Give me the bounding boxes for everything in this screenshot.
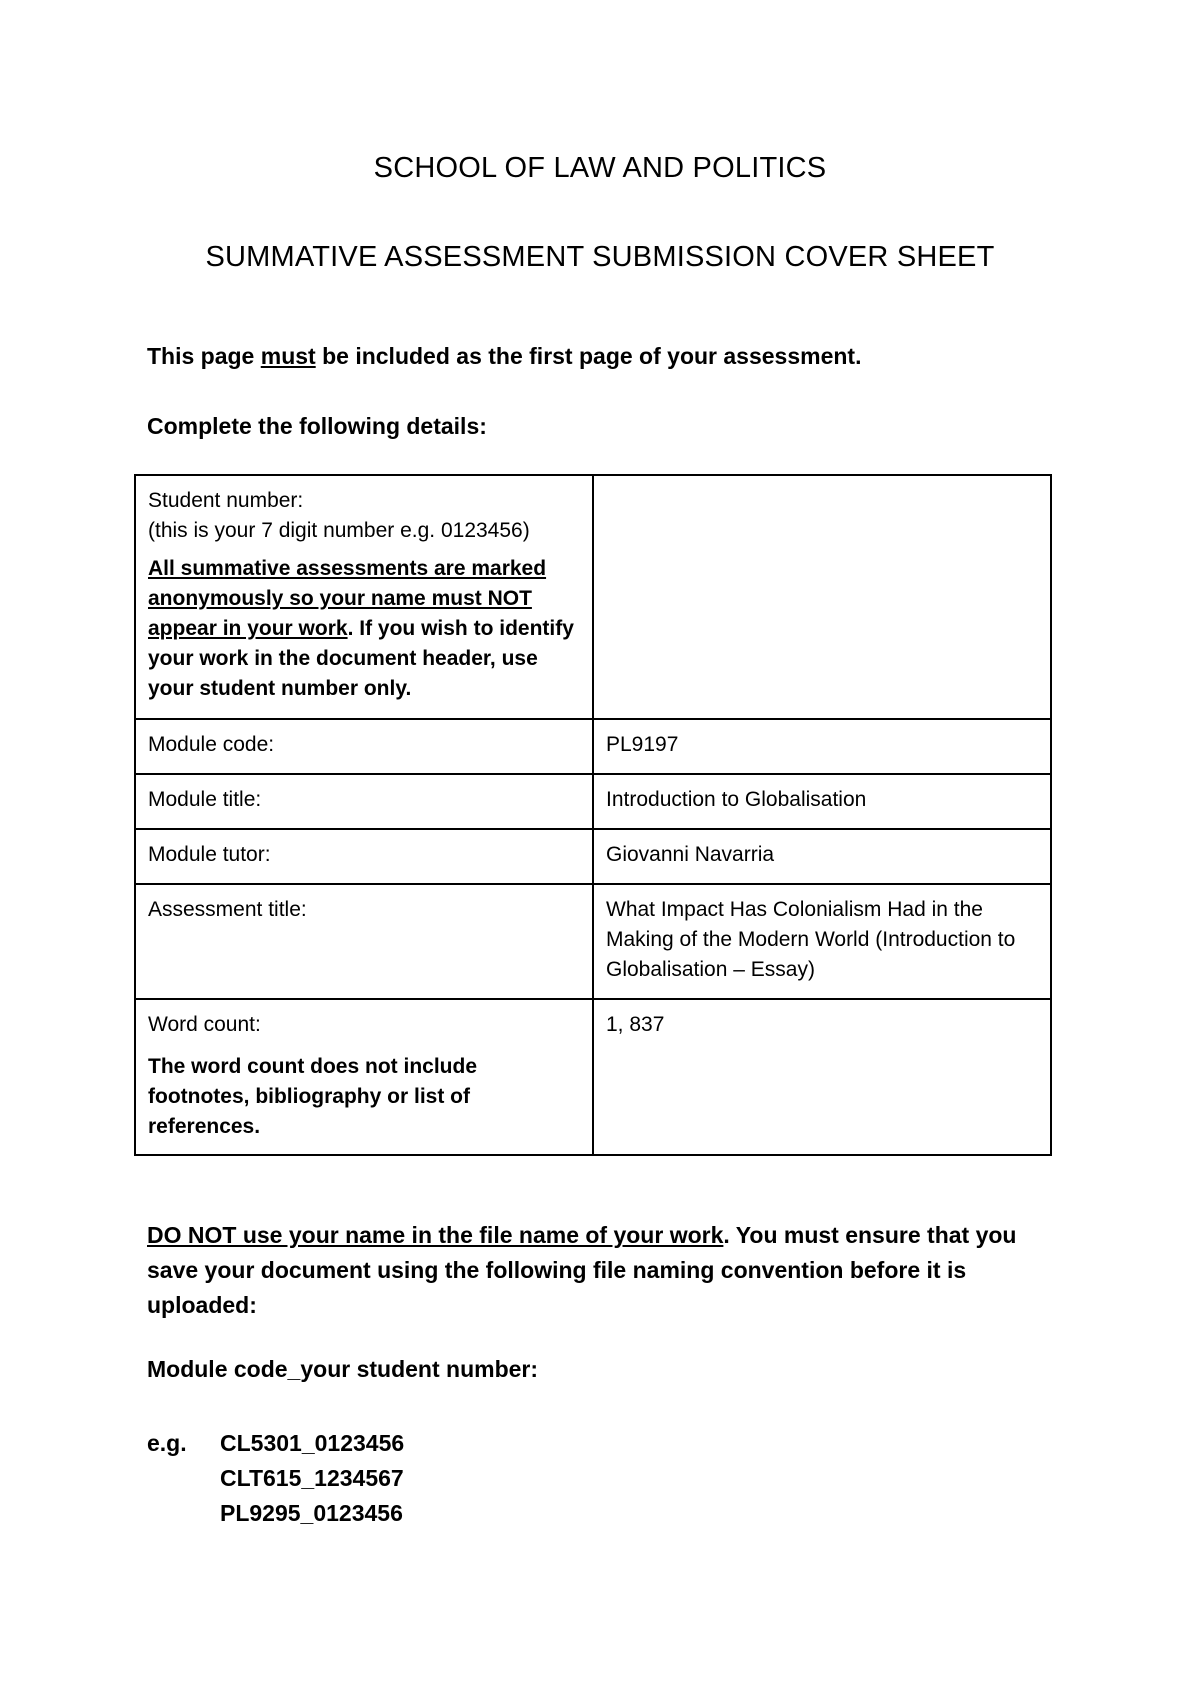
instruction-text-before: This page [147,343,261,369]
instruction-text-after: be included as the first page of your assessment. [315,343,862,369]
table-row-student-number [135,475,1051,719]
student-number-label-cell [135,475,593,719]
word-count-label: Word count: [148,1013,261,1036]
anonymity-warning-rest: . If you wish to identify your work in the document header, use your student number only. [148,617,574,700]
details-table [134,474,1052,1156]
word-count-note: The word count does not include footnotes, bibliography or list of references. [148,1055,477,1138]
file-name-warning [147,1218,1067,1323]
naming-convention: Module code_your student number: [147,1356,539,1382]
module-title-value[interactable]: Introduction to Globalisation [593,774,1051,829]
table-row-assessment-title [135,884,1051,999]
student-number-value-cell[interactable] [593,475,1051,719]
module-tutor-label: Module tutor: [135,829,593,884]
table-row-module-tutor [135,829,1051,884]
anonymity-warning-underlined: All summative assessments are marked anonymously so your name must NOT appear in your work [148,557,547,640]
table-row-module-code [135,719,1051,774]
word-count-label-cell [135,999,593,1155]
module-title-label: Module title: [135,774,593,829]
module-code-value[interactable]: PL9197 [593,719,1051,774]
table-row-module-title [135,774,1051,829]
assessment-title-value[interactable]: What Impact Has Colonialism Had in the Making of the Modern World (Introduction to Globalisation – Essay) [593,884,1051,999]
example-file-name: CL5301_0123456 [220,1430,405,1456]
instruction-emphasis: must [260,343,316,369]
examples-list [220,1426,404,1531]
module-code-label: Module code: [135,719,593,774]
school-heading: SCHOOL OF LAW AND POLITICS [373,152,827,184]
word-count-value[interactable]: 1, 837 [593,999,1051,1155]
cover-sheet-title: SUMMATIVE ASSESSMENT SUBMISSION COVER SHEET [205,241,995,273]
file-name-warning-underlined: DO NOT use your name in the file name of your work [147,1222,724,1248]
student-number-label: Student number: [148,489,304,512]
file-name-warning-rest: . You must ensure that you save your document using the following file naming convention before it is uploaded: [147,1222,1017,1318]
complete-details-label: Complete the following details: [147,413,487,439]
table-row-word-count [135,999,1051,1155]
first-page-instruction [147,343,861,370]
anonymity-warning [148,554,580,704]
module-tutor-value[interactable]: Giovanni Navarria [593,829,1051,884]
example-file-name: PL9295_0123456 [220,1500,403,1526]
assessment-title-label: Assessment title: [135,884,593,999]
examples-label: e.g. [147,1430,187,1456]
example-file-name: CLT615_1234567 [220,1465,404,1491]
student-number-hint: (this is your 7 digit number e.g. 0123456) [148,519,530,542]
